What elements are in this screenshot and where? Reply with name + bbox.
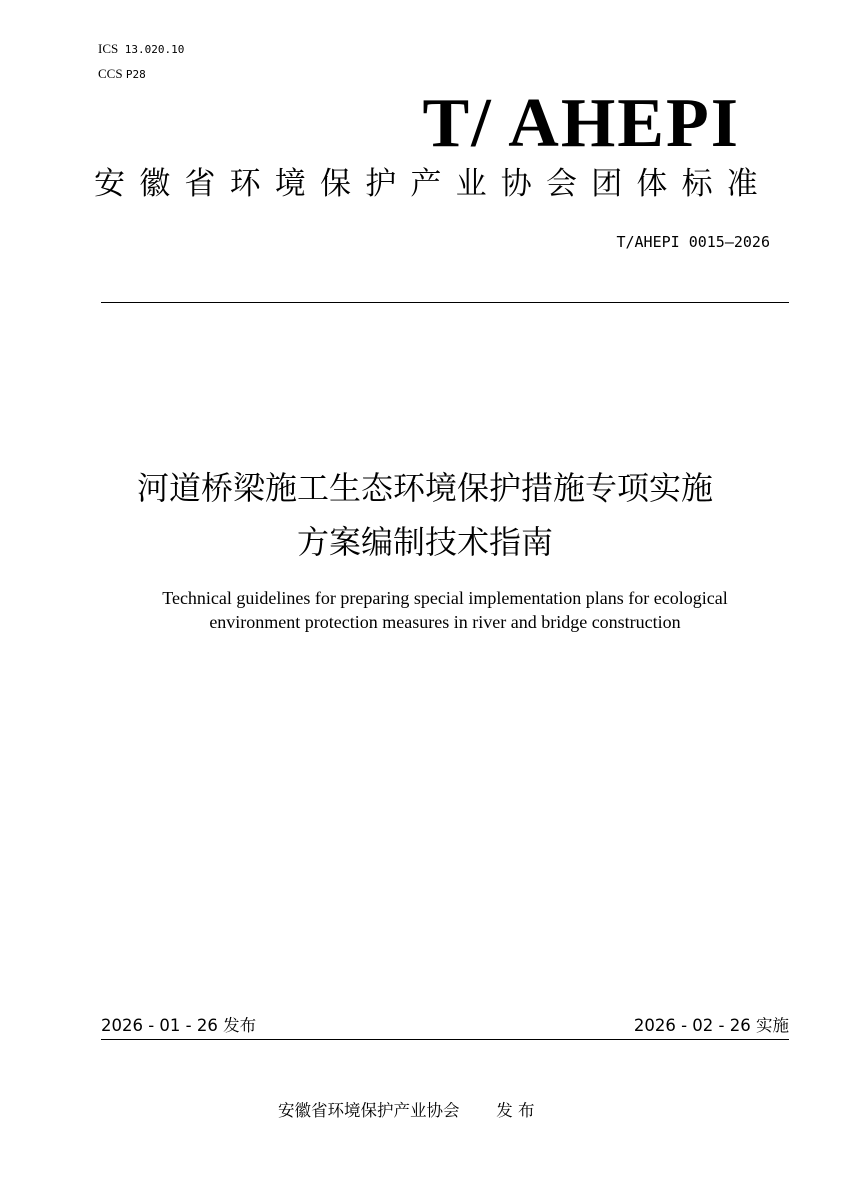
chinese-title-line-2: 方案编制技术指南 (296, 523, 553, 561)
chinese-title (60, 461, 790, 569)
chinese-title-line-1: 河道桥梁施工生态环境保护措施专项实施 (136, 469, 713, 507)
ccs-code: P28 (125, 68, 146, 81)
top-divider (101, 302, 789, 303)
publish-date: 2026 - 01 - 26 发布 (101, 1016, 257, 1035)
publisher-line (278, 1100, 534, 1122)
brand-mark: T/ AHEPI (422, 85, 740, 162)
publisher-name: 安徽省环境保护产业协会 (278, 1101, 460, 1120)
publish-action: 发 布 (496, 1101, 535, 1120)
ccs-line (98, 65, 184, 83)
ics-line (98, 40, 184, 58)
english-title-line-2: environment protection measures in river and bridge construction (209, 612, 681, 632)
bottom-divider (101, 1039, 789, 1040)
english-title (60, 586, 830, 634)
classification-codes (98, 40, 184, 83)
organization-standard-title: 安徽省环境保护产业协会团体标准 (94, 166, 772, 202)
standard-number: T/AHEPI 0015—2026 (616, 233, 770, 251)
ics-code: 13.020.10 (124, 43, 185, 56)
english-title-line-1: Technical guidelines for preparing special implementation plans for ecological (162, 588, 728, 608)
ics-label: ICS (98, 41, 119, 56)
implement-date: 2026 - 02 - 26 实施 (633, 1016, 789, 1035)
ccs-label: CCS (98, 66, 123, 81)
